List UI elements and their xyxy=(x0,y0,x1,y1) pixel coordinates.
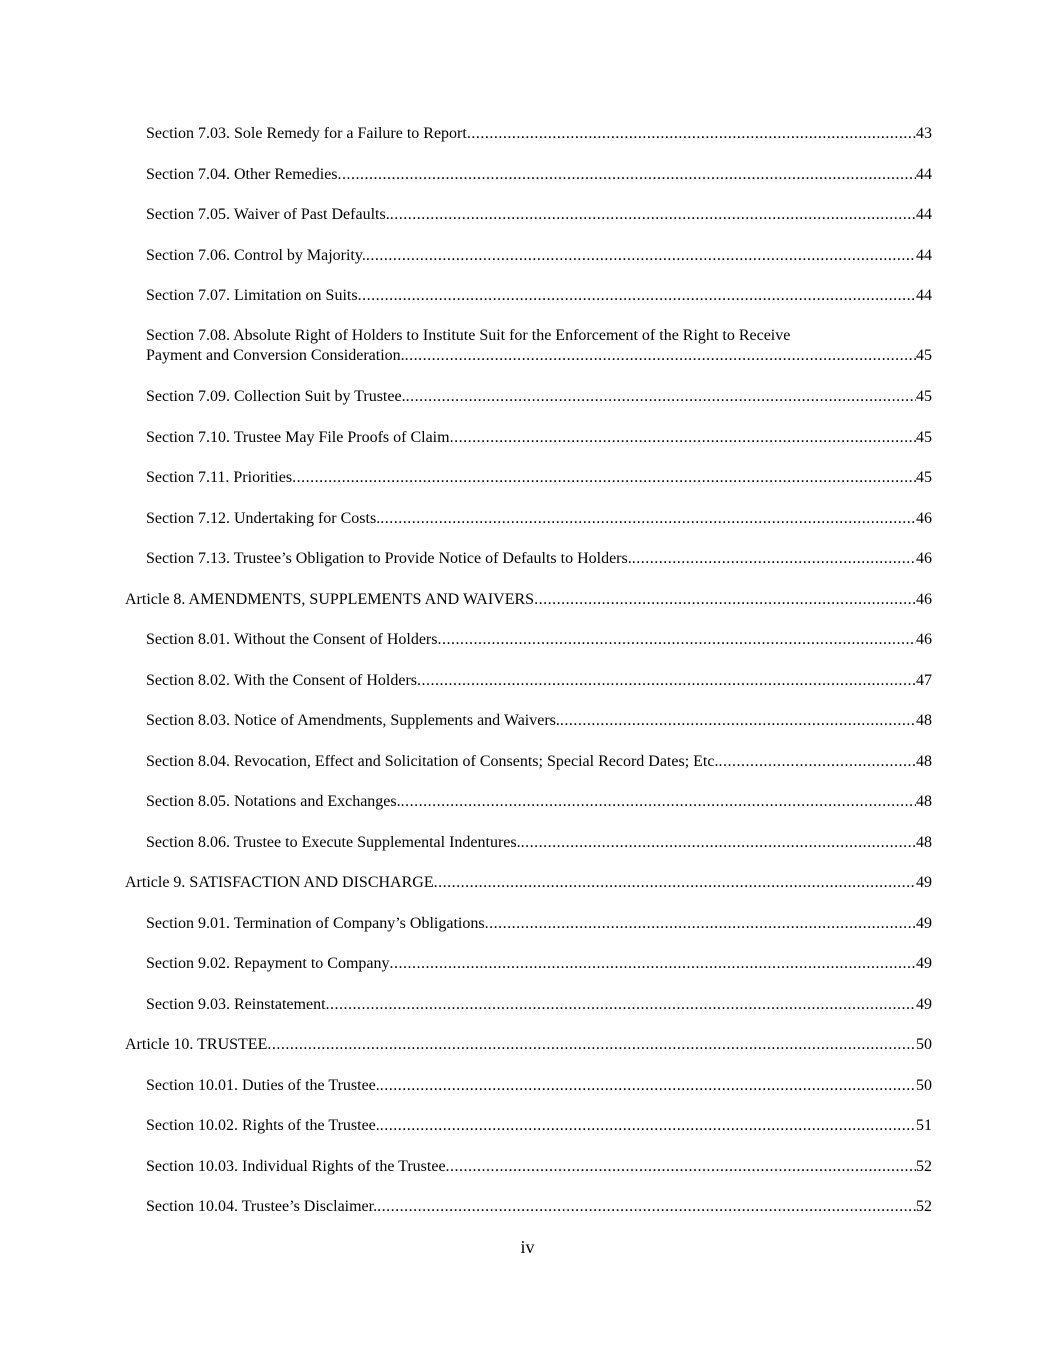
dot-leader xyxy=(521,833,916,853)
toc-entry-article-10[interactable] xyxy=(125,1035,932,1055)
toc-entry-section-7-10[interactable] xyxy=(146,428,932,448)
toc-entry-section-8-01[interactable] xyxy=(146,630,932,650)
toc-entry-title: Section 10.03. Individual Rights of the Trustee xyxy=(146,1158,446,1175)
toc-entry-section-8-04[interactable] xyxy=(146,752,932,772)
toc-entry-page: 44 xyxy=(916,287,932,304)
toc-entry-section-10-04[interactable] xyxy=(146,1197,932,1217)
toc-entry-title: Section 8.06. Trustee to Execute Supplemental Indentures. xyxy=(146,834,521,851)
toc-entry-page: 49 xyxy=(916,915,932,932)
dot-leader xyxy=(467,124,916,144)
dot-leader xyxy=(377,1197,916,1217)
toc-entry-section-8-03[interactable] xyxy=(146,711,932,731)
toc-entry-title-continued xyxy=(146,346,932,366)
page-number: iv xyxy=(520,1237,535,1257)
toc-entry-page: 45 xyxy=(916,388,932,405)
toc-entry-page: 49 xyxy=(916,996,932,1013)
toc-entry-title: Section 8.02. With the Consent of Holders xyxy=(146,672,418,689)
dot-leader xyxy=(267,1035,916,1055)
toc-entry-section-8-05[interactable] xyxy=(146,792,932,812)
dot-leader xyxy=(380,1076,916,1096)
toc-entry-title: Section 7.10. Trustee May File Proofs of Claim xyxy=(146,429,450,446)
toc-entry-title: Section 7.11. Priorities xyxy=(146,469,293,486)
toc-entry-title: Section 7.04. Other Remedies xyxy=(146,166,338,183)
toc-entry-section-10-02[interactable] xyxy=(146,1116,932,1136)
toc-entry-page: 46 xyxy=(916,510,932,527)
toc-entry-title-line2: Payment and Conversion Consideration. xyxy=(146,347,405,364)
toc-entry-section-7-04[interactable] xyxy=(146,165,932,185)
toc-entry-title: Section 8.04. Revocation, Effect and Solicitation of Consents; Special Record Dates; Etc. xyxy=(146,753,719,770)
toc-entry-section-7-06[interactable] xyxy=(146,246,932,266)
toc-entry-section-7-05[interactable] xyxy=(146,205,932,225)
toc-entry-section-9-03[interactable] xyxy=(146,995,932,1015)
dot-leader xyxy=(406,387,916,407)
toc-entry-title: Section 7.08. Absolute Right of Holders to Institute Suit for the Enforcement of the Right to Receive xyxy=(146,327,791,344)
toc-entry-section-7-03[interactable] xyxy=(146,124,932,144)
toc-entry-title: Section 7.07. Limitation on Suits xyxy=(146,287,358,304)
toc-entry-page: 44 xyxy=(916,166,932,183)
toc-entry-page: 45 xyxy=(916,347,932,364)
toc-entry-title: Section 7.06. Control by Majority. xyxy=(146,247,366,264)
toc-entry-page: 51 xyxy=(916,1117,932,1134)
toc-entry-page: 48 xyxy=(916,712,932,729)
toc-entry-section-8-06[interactable] xyxy=(146,833,932,853)
toc-entry-section-8-02[interactable] xyxy=(146,671,932,691)
toc-entry-page: 48 xyxy=(916,753,932,770)
toc-entry-page: 45 xyxy=(916,429,932,446)
toc-entry-section-9-01[interactable] xyxy=(146,914,932,934)
toc-entry-page: 48 xyxy=(916,834,932,851)
dot-leader xyxy=(390,205,916,225)
dot-leader xyxy=(485,914,916,934)
dot-leader xyxy=(446,1157,916,1177)
toc-entry-section-7-11[interactable] xyxy=(146,468,932,488)
toc-entry-section-10-01[interactable] xyxy=(146,1076,932,1096)
dot-leader xyxy=(292,468,916,488)
toc-entry-article-8[interactable] xyxy=(125,590,932,610)
dot-leader xyxy=(338,165,916,185)
toc-entry-page: 48 xyxy=(916,793,932,810)
dot-leader xyxy=(450,428,916,448)
dot-leader xyxy=(405,346,916,366)
toc-entry-page: 52 xyxy=(916,1198,932,1215)
toc-entry-title: Section 8.01. Without the Consent of Holders xyxy=(146,631,438,648)
toc-entry-section-7-13[interactable] xyxy=(146,549,932,569)
toc-entry-article-9[interactable] xyxy=(125,873,932,893)
dot-leader xyxy=(380,509,916,529)
dot-leader xyxy=(718,752,916,772)
toc-entry-title: Section 9.01. Termination of Company’s Obligations xyxy=(146,915,485,932)
toc-entry-section-7-12[interactable] xyxy=(146,509,932,529)
dot-leader xyxy=(560,711,916,731)
dot-leader xyxy=(380,1116,916,1136)
toc-entry-page: 46 xyxy=(916,550,932,567)
toc-entry-title: Article 8. AMENDMENTS, SUPPLEMENTS AND WAIVERS xyxy=(125,591,535,608)
dot-leader xyxy=(632,549,916,569)
toc-entry-title: Section 10.04. Trustee’s Disclaimer. xyxy=(146,1198,378,1215)
toc-entry-page: 43 xyxy=(916,125,932,142)
toc-entry-page: 49 xyxy=(916,955,932,972)
toc-entry-page: 50 xyxy=(916,1036,932,1053)
dot-leader xyxy=(401,792,916,812)
dot-leader xyxy=(366,246,916,266)
toc-entry-page: 50 xyxy=(916,1077,932,1094)
toc-entry-title: Section 8.05. Notations and Exchanges. xyxy=(146,793,401,810)
dot-leader xyxy=(437,630,916,650)
toc-entry-page: 52 xyxy=(916,1158,932,1175)
toc-entry-title: Section 7.13. Trustee’s Obligation to Provide Notice of Defaults to Holders. xyxy=(146,550,632,567)
toc-entry-title: Article 10. TRUSTEE xyxy=(125,1036,268,1053)
toc-entry-page: 44 xyxy=(916,247,932,264)
dot-leader xyxy=(417,671,916,691)
toc-entry-page: 46 xyxy=(916,591,932,608)
dot-leader xyxy=(326,995,916,1015)
toc-entry-title: Section 10.01. Duties of the Trustee. xyxy=(146,1077,380,1094)
toc-entry-title: Article 9. SATISFACTION AND DISCHARGE xyxy=(125,874,434,891)
toc-entry-title: Section 9.03. Reinstatement xyxy=(146,996,326,1013)
toc-entry-title: Section 7.12. Undertaking for Costs. xyxy=(146,510,381,527)
dot-leader xyxy=(434,873,916,893)
toc-entry-title: Section 10.02. Rights of the Trustee. xyxy=(146,1117,380,1134)
dot-leader xyxy=(534,590,916,610)
toc-entry-section-9-02[interactable] xyxy=(146,954,932,974)
toc-entry-section-7-09[interactable] xyxy=(146,387,932,407)
toc-entry-section-7-07[interactable] xyxy=(146,286,932,306)
toc-entry-page: 44 xyxy=(916,206,932,223)
dot-leader xyxy=(390,954,916,974)
toc-entry-page: 45 xyxy=(916,469,932,486)
toc-entry-title: Section 7.03. Sole Remedy for a Failure to Report xyxy=(146,125,467,142)
toc-entry-title: Section 7.09. Collection Suit by Trustee. xyxy=(146,388,406,405)
toc-entry-section-10-03[interactable] xyxy=(146,1157,932,1177)
toc-entry-page: 49 xyxy=(916,874,932,891)
toc-entry-page: 47 xyxy=(916,672,932,689)
dot-leader xyxy=(358,286,916,306)
toc-entry-title: Section 8.03. Notice of Amendments, Supplements and Waivers. xyxy=(146,712,560,729)
toc-entry-page: 46 xyxy=(916,631,932,648)
toc-entry-title: Section 7.05. Waiver of Past Defaults. xyxy=(146,206,390,223)
toc-entry-section-7-08[interactable] xyxy=(146,326,932,366)
toc-entry-title: Section 9.02. Repayment to Company xyxy=(146,955,390,972)
